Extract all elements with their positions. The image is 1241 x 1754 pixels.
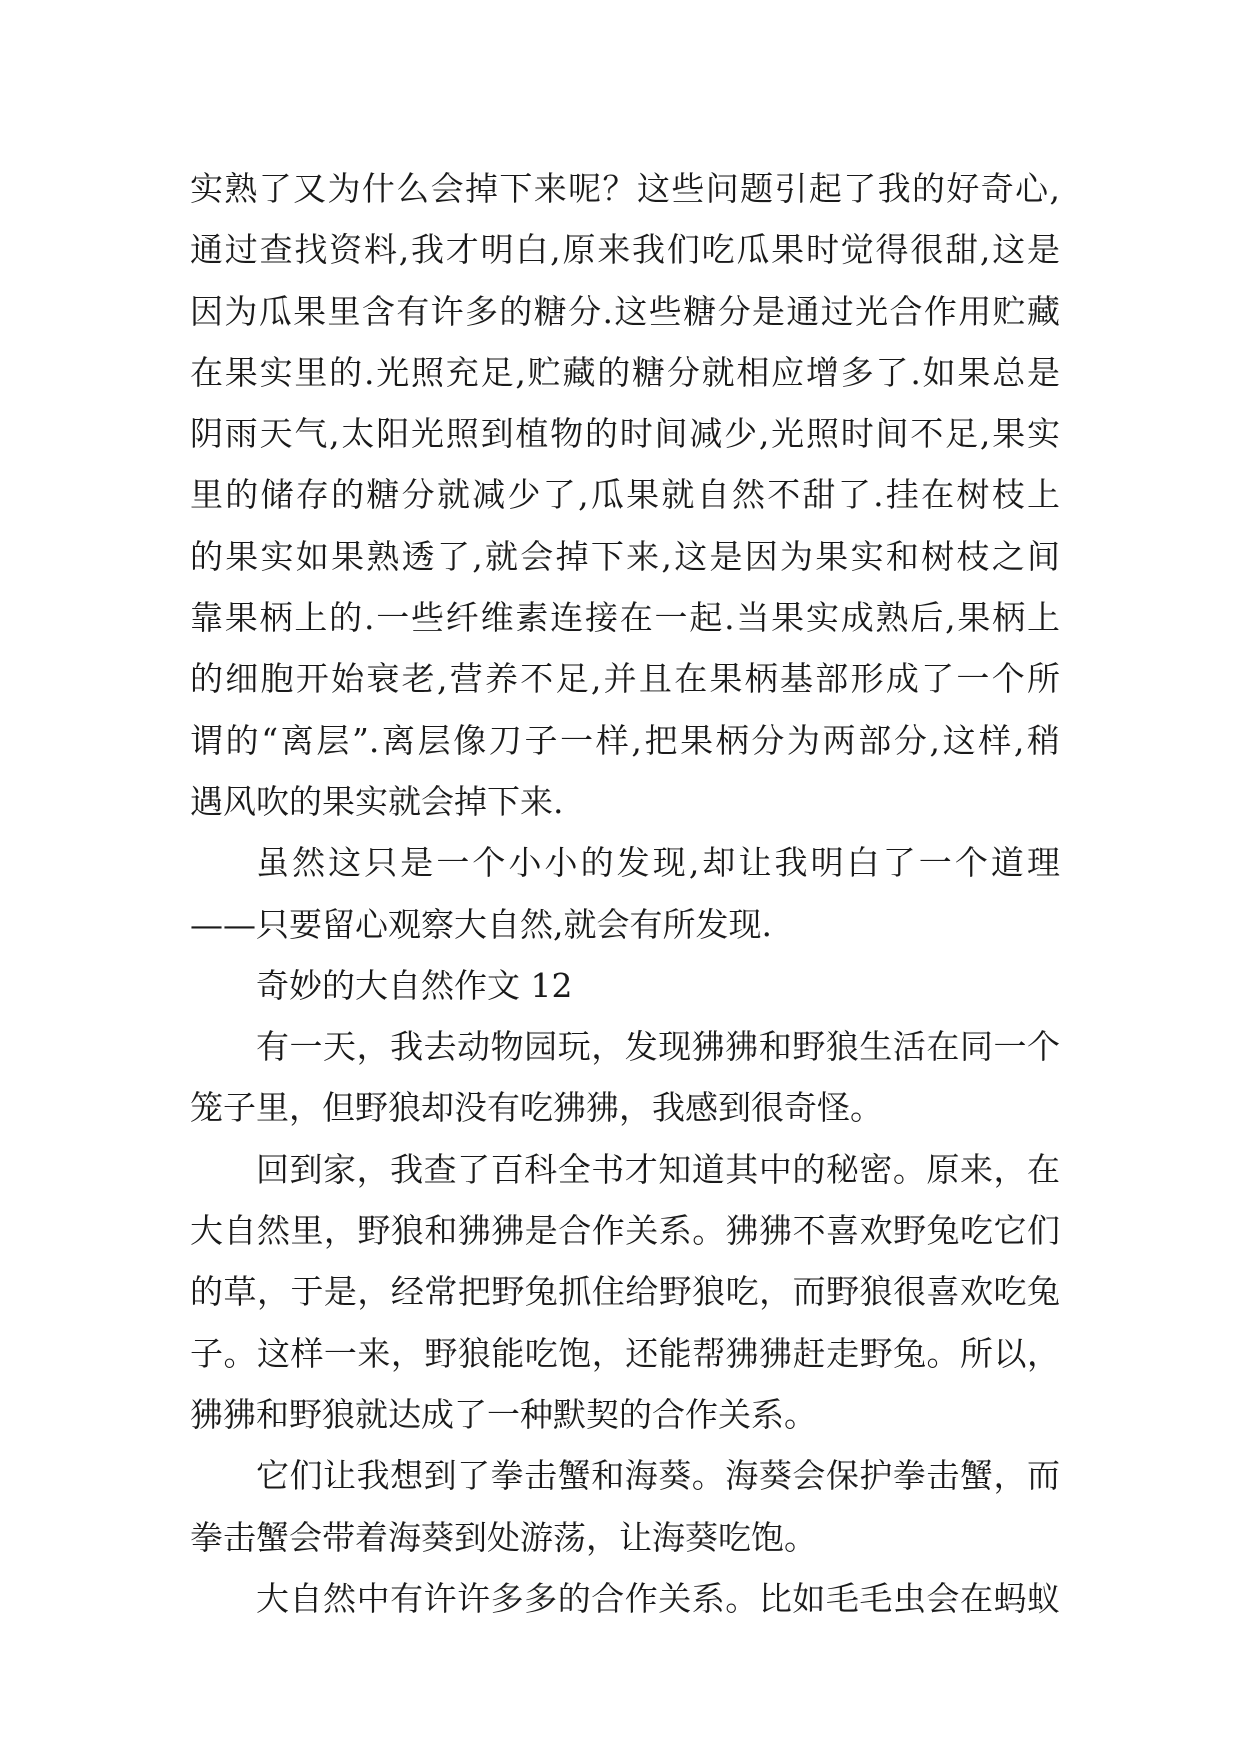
- text-line: 子。这样一来，野狼能吃饱，还能帮狒狒赶走野兔。所以，: [190, 1333, 1060, 1373]
- text-line: 的细胞开始衰老,营养不足,并且在果柄基部形成了一个所: [190, 659, 1060, 699]
- text-line: 里的储存的糖分就减少了,瓜果就自然不甜了.挂在树枝上: [190, 475, 1060, 515]
- text-line: 有一天，我去动物园玩，发现狒狒和野狼生活在同一个: [256, 1027, 1060, 1067]
- text-line: 狒狒和野狼就达成了一种默契的合作关系。: [190, 1394, 817, 1434]
- text-line: 回到家，我查了百科全书才知道其中的秘密。原来，在: [256, 1149, 1060, 1189]
- text-line: 拳击蟹会带着海葵到处游荡，让海葵吃饱。: [190, 1517, 817, 1557]
- text-line: 大自然中有许许多多的合作关系。比如毛毛虫会在蚂蚁: [256, 1578, 1060, 1618]
- text-line: 笼子里，但野狼却没有吃狒狒，我感到很奇怪。: [190, 1088, 883, 1128]
- text-line: 的草，于是，经常把野兔抓住给野狼吃，而野狼很喜欢吃兔: [190, 1272, 1060, 1312]
- text-line: ——只要留心观察大自然,就会有所发现.: [190, 904, 772, 944]
- text-line: 大自然里，野狼和狒狒是合作关系。狒狒不喜欢野兔吃它们: [190, 1211, 1060, 1251]
- text-line: 奇妙的大自然作文 12: [256, 965, 573, 1005]
- text-line: 因为瓜果里含有许多的糖分.这些糖分是通过光合作用贮藏: [190, 291, 1060, 331]
- text-line: 谓的“离层”.离层像刀子一样,把果柄分为两部分,这样,稍: [190, 720, 1060, 760]
- text-line: 靠果柄上的.一些纤维素连接在一起.当果实成熟后,果柄上: [190, 598, 1060, 638]
- text-line: 阴雨天气,太阳光照到植物的时间减少,光照时间不足,果实: [190, 414, 1060, 454]
- text-line: 虽然这只是一个小小的发现,却让我明白了一个道理: [256, 843, 1060, 883]
- document-body: [190, 158, 1060, 1629]
- text-line: 遇风吹的果实就会掉下来.: [190, 781, 564, 821]
- text-line: 的果实如果熟透了,就会掉下来,这是因为果实和树枝之间: [190, 536, 1060, 576]
- text-line: 实熟了又为什么会掉下来呢？这些问题引起了我的好奇心,: [190, 169, 1060, 208]
- text-line: 它们让我想到了拳击蟹和海葵。海葵会保护拳击蟹，而: [256, 1456, 1060, 1496]
- text-line: 通过查找资料,我才明白,原来我们吃瓜果时觉得很甜,这是: [190, 230, 1060, 270]
- text-line: 在果实里的.光照充足,贮藏的糖分就相应增多了.如果总是: [190, 352, 1060, 392]
